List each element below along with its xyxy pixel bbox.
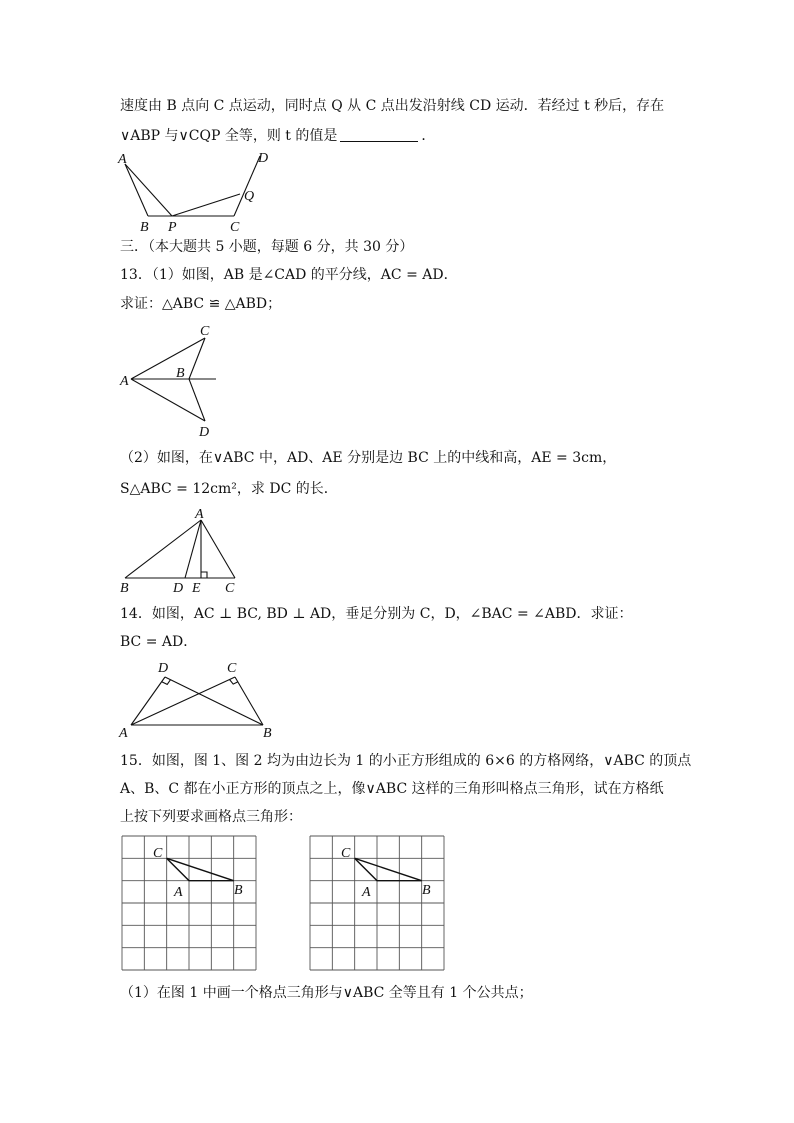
triangle-ABC — [355, 858, 422, 880]
label-A: A — [119, 726, 128, 741]
q15-text-line2: A、B、C 都在小正方形的顶点之上，像∨ABC 这样的三角形叫格点三角形，试在方格纸 — [120, 781, 664, 797]
label-B: B — [140, 220, 149, 235]
segment-AC — [131, 338, 205, 379]
ray-CD — [234, 156, 260, 216]
label-B: B — [234, 883, 243, 898]
q13-figure-2 — [115, 507, 250, 596]
segment-AC — [201, 520, 235, 578]
label-C: C — [153, 846, 163, 861]
label-B: B — [422, 883, 431, 898]
label-A: A — [118, 152, 127, 167]
segment-AP — [125, 164, 172, 216]
q15-part1: （1）在图 1 中画一个格点三角形与∨ABC 全等且有 1 个公共点； — [120, 985, 533, 1001]
label-C: C — [230, 220, 240, 235]
q12-text-line2b: ． — [421, 128, 436, 144]
segment-BD — [189, 379, 205, 421]
label-A: A — [195, 507, 204, 522]
q14-text-line2: BC = AD． — [120, 634, 198, 650]
segment-BD — [165, 677, 263, 725]
q12-text-line2a: ∨ABP 与∨CQP 全等，则 t 的值是 — [120, 128, 338, 144]
answer-blank[interactable] — [340, 127, 418, 142]
q13-text-line1: 13．（1）如图，AB 是∠CAD 的平分线，AC = AD． — [120, 267, 458, 283]
segment-AC — [131, 677, 235, 725]
label-C: C — [200, 324, 210, 339]
triangle-ABC — [167, 858, 234, 880]
label-A: A — [120, 374, 129, 389]
q13-part2-line2: S△ABC = 12cm²，求 DC 的长． — [120, 481, 338, 497]
q13-text-line2: 求证：△ABC ≌ △ABD； — [120, 296, 282, 312]
segment-BC — [189, 338, 205, 379]
grid-lines — [310, 836, 444, 970]
label-D: D — [199, 425, 210, 440]
label-B: B — [120, 581, 129, 596]
q13-figure-1 — [115, 320, 235, 440]
q12-figure — [110, 150, 280, 235]
grid-lines — [122, 836, 256, 970]
q14-figure — [115, 655, 285, 740]
segment-AB — [125, 520, 201, 578]
segment-AD — [131, 677, 165, 725]
section-3-heading: 三．（本大题共 5 小题，每题 6 分，共 30 分） — [120, 239, 414, 255]
label-C: C — [341, 846, 351, 861]
label-B: B — [263, 726, 272, 741]
q12-text-line1: 速度由 B 点向 C 点运动，同时点 Q 从 C 点出发沿射线 CD 运动．若经过 t 秒后，存在 — [120, 98, 665, 114]
q13-part2-line1: （2）如图，在∨ABC 中，AD、AE 分别是边 BC 上的中线和高，AE = 3cm， — [120, 450, 617, 466]
label-C: C — [227, 661, 237, 676]
q12-text-line2 — [120, 126, 435, 146]
label-Q: Q — [244, 189, 255, 204]
right-angle-mark — [201, 572, 207, 578]
label-D: D — [258, 151, 269, 166]
label-A: A — [174, 885, 183, 900]
grid-figure-2 — [310, 836, 446, 972]
label-P: P — [168, 220, 177, 235]
label-D: D — [158, 661, 169, 676]
label-B: B — [176, 366, 185, 381]
segment-PQ — [172, 194, 240, 216]
label-E: E — [192, 581, 201, 596]
segment-AD-median — [185, 520, 201, 578]
label-D: D — [173, 581, 184, 596]
q15-text-line3: 上按下列要求画格点三角形： — [120, 809, 302, 825]
segment-AB — [125, 164, 148, 216]
grid-figure-1 — [122, 836, 258, 972]
label-C: C — [225, 581, 235, 596]
q14-text-line1: 14．如图，AC ⊥ BC, BD ⊥ AD，垂足分别为 C，D，∠BAC = ∠ABD．求证： — [120, 606, 633, 622]
label-A: A — [362, 885, 371, 900]
q15-text-line1: 15．如图，图 1、图 2 均为由边长为 1 的小正方形组成的 6×6 的方格网络，∨ABC 的顶点 — [120, 753, 692, 769]
segment-AD — [131, 379, 205, 421]
